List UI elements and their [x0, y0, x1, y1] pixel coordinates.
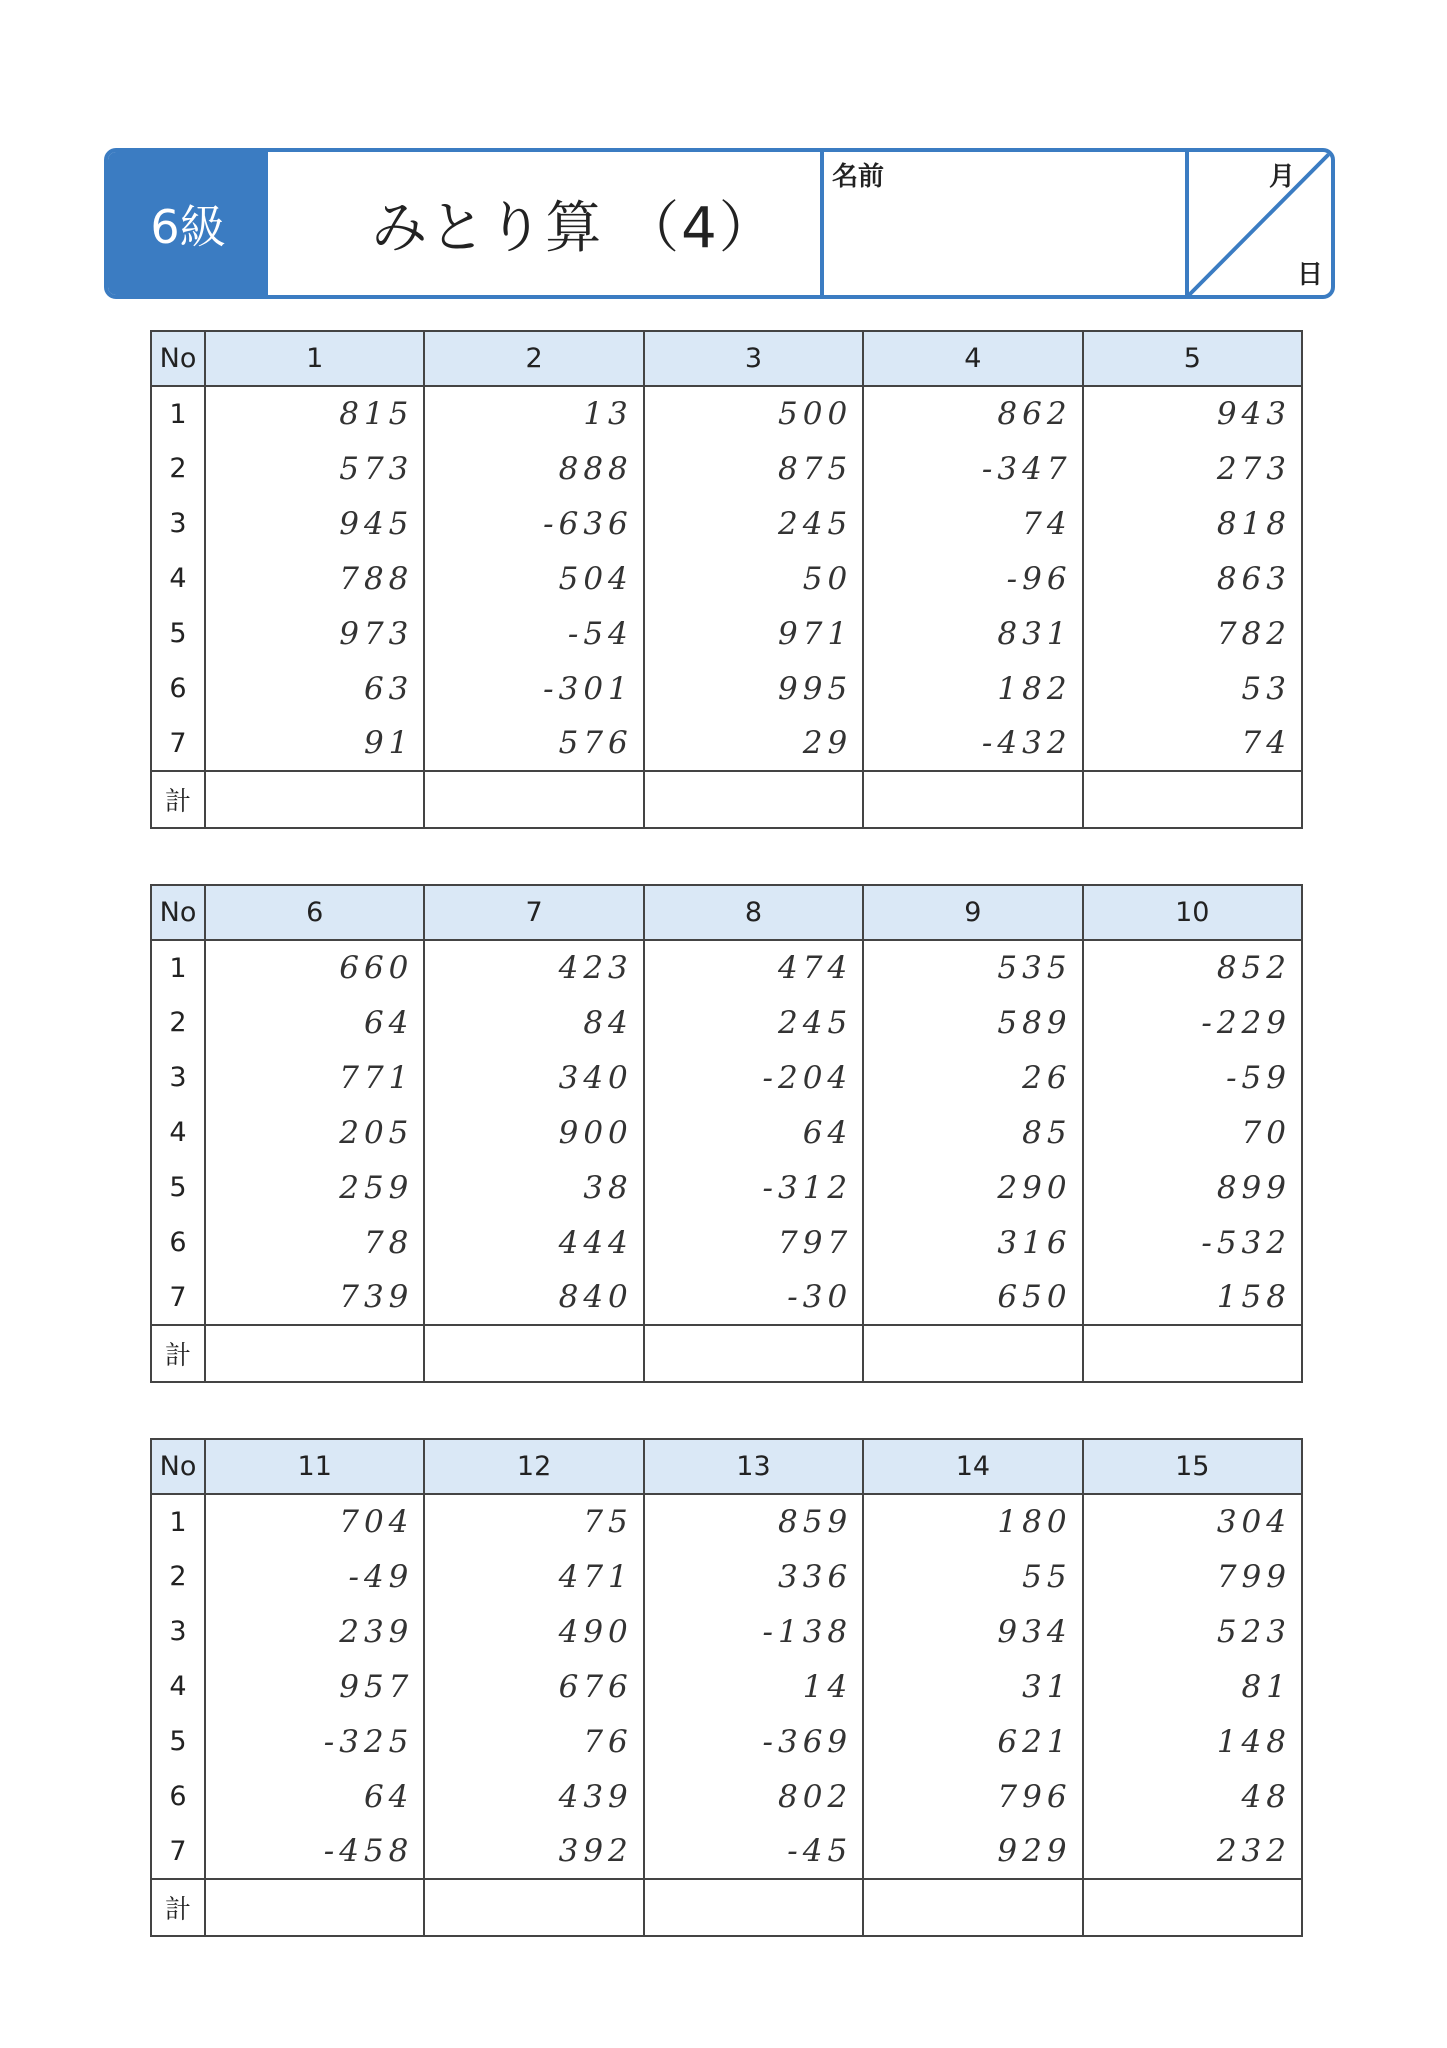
problem-value: 995	[644, 661, 863, 716]
row-number: 7	[151, 716, 205, 771]
problem-value: 205	[205, 1105, 424, 1160]
problem-value: 957	[205, 1659, 424, 1714]
row-number: 3	[151, 1050, 205, 1105]
problem-value: 304	[1083, 1494, 1302, 1549]
table-row	[151, 1050, 1302, 1105]
problem-value: 899	[1083, 1160, 1302, 1215]
total-label: 計	[151, 1879, 205, 1936]
problem-value: 831	[863, 606, 1082, 661]
row-number-header: No	[151, 1439, 205, 1494]
problem-value: 48	[1083, 1769, 1302, 1824]
table-header-row	[151, 331, 1302, 386]
problem-value: 290	[863, 1160, 1082, 1215]
table-row	[151, 606, 1302, 661]
problem-value: 13	[424, 386, 643, 441]
row-number: 5	[151, 1714, 205, 1769]
problem-number-header: 3	[644, 331, 863, 386]
problem-value: -204	[644, 1050, 863, 1105]
problem-value: -325	[205, 1714, 424, 1769]
problem-value: 500	[644, 386, 863, 441]
problem-number-header: 9	[863, 885, 1082, 940]
problem-value: 78	[205, 1215, 424, 1270]
problem-value: 180	[863, 1494, 1082, 1549]
problem-number-header: 11	[205, 1439, 424, 1494]
row-number: 3	[151, 1604, 205, 1659]
problem-value: 53	[1083, 661, 1302, 716]
problem-value: 245	[644, 496, 863, 551]
problem-value: 650	[863, 1270, 1082, 1325]
name-label: 名前	[832, 162, 885, 192]
problem-value: 232	[1083, 1824, 1302, 1879]
problem-value: 802	[644, 1769, 863, 1824]
problem-value: 148	[1083, 1714, 1302, 1769]
table-row	[151, 716, 1302, 771]
problem-value: -138	[644, 1604, 863, 1659]
row-number-header: No	[151, 885, 205, 940]
problem-value: 888	[424, 441, 643, 496]
problem-value: 797	[644, 1215, 863, 1270]
problem-value: 74	[1083, 716, 1302, 771]
table-row	[151, 1494, 1302, 1549]
problem-value: 799	[1083, 1549, 1302, 1604]
row-number: 5	[151, 606, 205, 661]
problem-number-header: 1	[205, 331, 424, 386]
answer-cell[interactable]	[424, 1879, 643, 1936]
problem-value: -229	[1083, 995, 1302, 1050]
problem-value: 704	[205, 1494, 424, 1549]
problem-number-header: 8	[644, 885, 863, 940]
row-number: 6	[151, 661, 205, 716]
total-row	[151, 771, 1302, 828]
row-number: 4	[151, 1659, 205, 1714]
problem-value: 573	[205, 441, 424, 496]
table-row	[151, 1659, 1302, 1714]
table-row	[151, 1604, 1302, 1659]
answer-cell[interactable]	[424, 771, 643, 828]
row-number: 2	[151, 1549, 205, 1604]
problem-value: -59	[1083, 1050, 1302, 1105]
problem-value: 943	[1083, 386, 1302, 441]
row-number: 4	[151, 1105, 205, 1160]
problem-value: 859	[644, 1494, 863, 1549]
problem-value: 863	[1083, 551, 1302, 606]
problem-value: 474	[644, 940, 863, 995]
problem-value: 504	[424, 551, 643, 606]
table-row	[151, 551, 1302, 606]
answer-cell[interactable]	[863, 1325, 1082, 1382]
answer-cell[interactable]	[644, 1879, 863, 1936]
problem-value: 439	[424, 1769, 643, 1824]
table-row	[151, 1549, 1302, 1604]
table-header-row	[151, 885, 1302, 940]
problem-value: 945	[205, 496, 424, 551]
total-label: 計	[151, 1325, 205, 1382]
problem-value: 158	[1083, 1270, 1302, 1325]
total-row	[151, 1325, 1302, 1382]
problem-value: -312	[644, 1160, 863, 1215]
problem-value: -45	[644, 1824, 863, 1879]
problem-value: 788	[205, 551, 424, 606]
problem-value: 64	[205, 995, 424, 1050]
table-row	[151, 386, 1302, 441]
problem-value: 392	[424, 1824, 643, 1879]
answer-cell[interactable]	[644, 771, 863, 828]
problem-value: 91	[205, 716, 424, 771]
total-row	[151, 1879, 1302, 1936]
problem-value: 782	[1083, 606, 1302, 661]
row-number-header: No	[151, 331, 205, 386]
table-row	[151, 661, 1302, 716]
total-label: 計	[151, 771, 205, 828]
problem-value: 85	[863, 1105, 1082, 1160]
problem-value: 621	[863, 1714, 1082, 1769]
answer-cell[interactable]	[863, 1879, 1082, 1936]
row-number: 1	[151, 1494, 205, 1549]
problem-value: 934	[863, 1604, 1082, 1659]
problem-value: 64	[205, 1769, 424, 1824]
problem-value: -458	[205, 1824, 424, 1879]
problem-value: 81	[1083, 1659, 1302, 1714]
problem-value: 815	[205, 386, 424, 441]
month-label: 月	[1268, 162, 1295, 192]
table-row	[151, 940, 1302, 995]
row-number: 1	[151, 940, 205, 995]
table-row	[151, 1824, 1302, 1879]
table-row	[151, 496, 1302, 551]
problem-value: 259	[205, 1160, 424, 1215]
problem-value: -532	[1083, 1215, 1302, 1270]
row-number: 7	[151, 1270, 205, 1325]
answer-cell[interactable]	[644, 1325, 863, 1382]
problem-value: 31	[863, 1659, 1082, 1714]
problem-value: 471	[424, 1549, 643, 1604]
problem-value: -49	[205, 1549, 424, 1604]
problem-value: -369	[644, 1714, 863, 1769]
row-number: 3	[151, 496, 205, 551]
worksheet-header	[104, 148, 1335, 299]
problem-value: 771	[205, 1050, 424, 1105]
problem-value: 852	[1083, 940, 1302, 995]
problem-value: 29	[644, 716, 863, 771]
problem-number-header: 2	[424, 331, 643, 386]
problem-number-header: 10	[1083, 885, 1302, 940]
problem-value: 74	[863, 496, 1082, 551]
problem-value: 340	[424, 1050, 643, 1105]
problem-number-header: 13	[644, 1439, 863, 1494]
table-row	[151, 995, 1302, 1050]
problem-value: 576	[424, 716, 643, 771]
worksheet-title: みとり算 （4）	[268, 152, 824, 295]
problem-value: 862	[863, 386, 1082, 441]
problem-value: 929	[863, 1824, 1082, 1879]
row-number: 6	[151, 1215, 205, 1270]
problem-value: 63	[205, 661, 424, 716]
row-number: 5	[151, 1160, 205, 1215]
problem-table-2	[150, 884, 1303, 1383]
problem-value: 38	[424, 1160, 643, 1215]
problem-value: -432	[863, 716, 1082, 771]
answer-cell[interactable]	[863, 771, 1082, 828]
answer-cell[interactable]	[1083, 1879, 1302, 1936]
problem-value: 182	[863, 661, 1082, 716]
row-number: 1	[151, 386, 205, 441]
problem-value: -54	[424, 606, 643, 661]
row-number: 6	[151, 1769, 205, 1824]
problem-value: -96	[863, 551, 1082, 606]
problem-value: 660	[205, 940, 424, 995]
problem-value: 973	[205, 606, 424, 661]
problem-value: 589	[863, 995, 1082, 1050]
problem-value: -636	[424, 496, 643, 551]
problem-value: 423	[424, 940, 643, 995]
problem-value: 245	[644, 995, 863, 1050]
problem-value: -30	[644, 1270, 863, 1325]
problem-value: 55	[863, 1549, 1082, 1604]
problem-value: 523	[1083, 1604, 1302, 1659]
answer-cell[interactable]	[1083, 771, 1302, 828]
table-row	[151, 441, 1302, 496]
table-row	[151, 1270, 1302, 1325]
table-row	[151, 1105, 1302, 1160]
problem-value: 796	[863, 1769, 1082, 1824]
problem-value: 676	[424, 1659, 643, 1714]
table-header-row	[151, 1439, 1302, 1494]
row-number: 4	[151, 551, 205, 606]
problem-value: 239	[205, 1604, 424, 1659]
answer-cell[interactable]	[205, 1879, 424, 1936]
problem-value: 336	[644, 1549, 863, 1604]
row-number: 7	[151, 1824, 205, 1879]
table-row	[151, 1714, 1302, 1769]
problem-value: 739	[205, 1270, 424, 1325]
problem-number-header: 14	[863, 1439, 1082, 1494]
problem-number-header: 4	[863, 331, 1082, 386]
table-row	[151, 1160, 1302, 1215]
problem-value: 490	[424, 1604, 643, 1659]
problem-number-header: 6	[205, 885, 424, 940]
problem-number-header: 7	[424, 885, 643, 940]
answer-cell[interactable]	[1083, 1325, 1302, 1382]
problem-value: 273	[1083, 441, 1302, 496]
problem-value: 316	[863, 1215, 1082, 1270]
table-row	[151, 1215, 1302, 1270]
answer-cell[interactable]	[205, 1325, 424, 1382]
problem-value: 840	[424, 1270, 643, 1325]
problem-value: 26	[863, 1050, 1082, 1105]
grade-badge: 6級	[108, 152, 268, 295]
problem-table-1	[150, 330, 1303, 829]
problem-value: 76	[424, 1714, 643, 1769]
problem-value: 14	[644, 1659, 863, 1714]
problem-number-header: 12	[424, 1439, 643, 1494]
row-number: 2	[151, 995, 205, 1050]
problem-value: 75	[424, 1494, 643, 1549]
problem-table-3	[150, 1438, 1303, 1937]
day-label: 日	[1296, 260, 1323, 290]
date-field[interactable]	[1189, 152, 1331, 295]
problem-value: -347	[863, 441, 1082, 496]
problem-value: 875	[644, 441, 863, 496]
problem-value: 971	[644, 606, 863, 661]
problem-value: 818	[1083, 496, 1302, 551]
problem-value: 50	[644, 551, 863, 606]
problem-value: 535	[863, 940, 1082, 995]
problem-number-header: 5	[1083, 331, 1302, 386]
answer-cell[interactable]	[205, 771, 424, 828]
problem-value: 900	[424, 1105, 643, 1160]
problem-value: 64	[644, 1105, 863, 1160]
problem-value: -301	[424, 661, 643, 716]
answer-cell[interactable]	[424, 1325, 643, 1382]
problem-number-header: 15	[1083, 1439, 1302, 1494]
table-row	[151, 1769, 1302, 1824]
problem-value: 444	[424, 1215, 643, 1270]
problem-value: 84	[424, 995, 643, 1050]
row-number: 2	[151, 441, 205, 496]
problem-value: 70	[1083, 1105, 1302, 1160]
name-field[interactable]	[824, 152, 1189, 295]
